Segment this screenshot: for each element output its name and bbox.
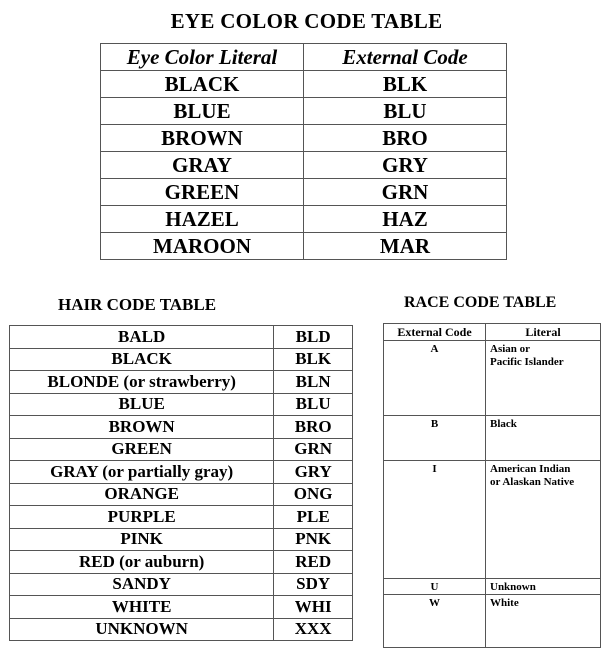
table-row [10, 528, 353, 551]
external-code-cell: WHI [274, 596, 353, 619]
external-code-cell: PLE [274, 506, 353, 529]
table-row [384, 595, 601, 648]
literal-cell: White [486, 595, 601, 648]
table-row [384, 341, 601, 416]
external-code-cell: GRN [274, 438, 353, 461]
external-code-cell: BLD [274, 326, 353, 349]
literal-cell: GREEN [10, 438, 274, 461]
literal-cell: BLACK [10, 348, 274, 371]
literal-cell: MAROON [101, 233, 304, 260]
external-code-cell: A [384, 341, 486, 416]
table-row [10, 326, 353, 349]
table-row [101, 152, 507, 179]
literal-cell: UNKNOWN [10, 618, 274, 641]
literal-cell: Black [486, 416, 601, 461]
literal-cell: BLUE [10, 393, 274, 416]
table-row [384, 416, 601, 461]
external-code-cell: W [384, 595, 486, 648]
table-row [10, 573, 353, 596]
external-code-cell: XXX [274, 618, 353, 641]
external-code-cell: GRY [274, 461, 353, 484]
external-code-cell: BLU [304, 98, 507, 125]
eye-color-table-title: EYE COLOR CODE TABLE [170, 9, 443, 33]
literal-cell: BLUE [101, 98, 304, 125]
table-row [10, 506, 353, 529]
table-row [384, 461, 601, 579]
literal-cell: BROWN [10, 416, 274, 439]
external-code-cell: HAZ [304, 206, 507, 233]
race-literal-header: Literal [486, 324, 601, 341]
table-header-row [101, 44, 507, 71]
table-row [10, 551, 353, 574]
external-code-cell: BRO [274, 416, 353, 439]
eye-color-literal-header: Eye Color Literal [101, 44, 304, 71]
table-row [10, 416, 353, 439]
external-code-cell: BLK [274, 348, 353, 371]
external-code-cell: B [384, 416, 486, 461]
literal-cell: HAZEL [101, 206, 304, 233]
table-row [10, 483, 353, 506]
external-code-cell: BLK [304, 71, 507, 98]
table-header-row [384, 324, 601, 341]
literal-cell: BLACK [101, 71, 304, 98]
table-row [10, 596, 353, 619]
table-row [101, 206, 507, 233]
table-row [10, 371, 353, 394]
literal-cell: PURPLE [10, 506, 274, 529]
table-row [101, 98, 507, 125]
hair-code-table [9, 325, 353, 641]
table-row [10, 618, 353, 641]
table-row [101, 125, 507, 152]
hair-code-table-title: HAIR CODE TABLE [58, 295, 217, 314]
table-row [101, 233, 507, 260]
external-code-cell: MAR [304, 233, 507, 260]
external-code-cell: GRN [304, 179, 507, 206]
external-code-cell: SDY [274, 573, 353, 596]
literal-cell: PINK [10, 528, 274, 551]
table-row [10, 348, 353, 371]
table-row [10, 461, 353, 484]
literal-cell: SANDY [10, 573, 274, 596]
external-code-cell: ONG [274, 483, 353, 506]
external-code-cell: PNK [274, 528, 353, 551]
literal-cell: GRAY (or partially gray) [10, 461, 274, 484]
table-row [10, 438, 353, 461]
literal-cell: Unknown [486, 579, 601, 595]
race-code-table [383, 323, 601, 648]
external-code-cell: BLU [274, 393, 353, 416]
table-row [101, 71, 507, 98]
literal-cell: BALD [10, 326, 274, 349]
literal-cell: RED (or auburn) [10, 551, 274, 574]
external-code-cell: U [384, 579, 486, 595]
literal-cell: Asian or Pacific Islander [486, 341, 601, 416]
external-code-header: External Code [304, 44, 507, 71]
table-row [10, 393, 353, 416]
literal-cell: BLONDE (or strawberry) [10, 371, 274, 394]
literal-cell: GRAY [101, 152, 304, 179]
external-code-cell: BRO [304, 125, 507, 152]
literal-cell: GREEN [101, 179, 304, 206]
race-code-table-title: RACE CODE TABLE [404, 294, 557, 311]
race-external-code-header: External Code [384, 324, 486, 341]
literal-cell: BROWN [101, 125, 304, 152]
external-code-cell: BLN [274, 371, 353, 394]
literal-cell: ORANGE [10, 483, 274, 506]
literal-cell: American Indian or Alaskan Native [486, 461, 601, 579]
table-row [101, 179, 507, 206]
eye-color-code-table [100, 43, 507, 260]
external-code-cell: GRY [304, 152, 507, 179]
external-code-cell: RED [274, 551, 353, 574]
literal-cell: WHITE [10, 596, 274, 619]
external-code-cell: I [384, 461, 486, 579]
table-row [384, 579, 601, 595]
